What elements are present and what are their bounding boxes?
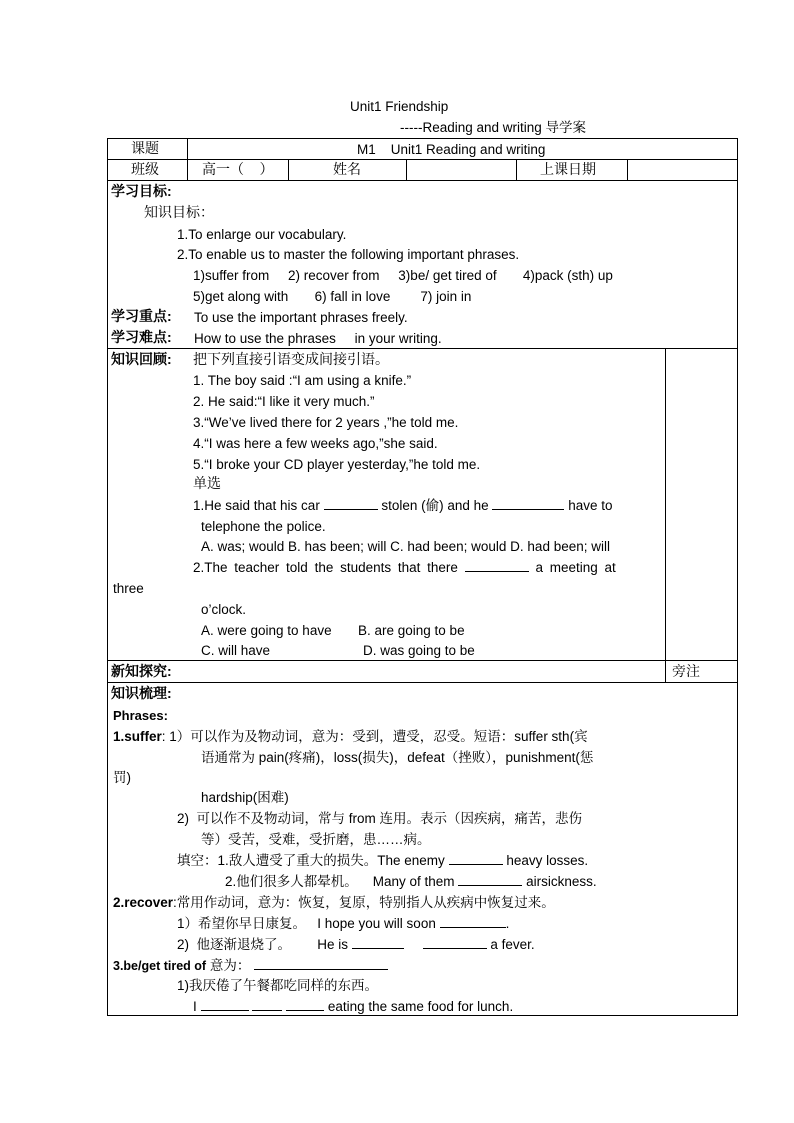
review-sentence-1: 1. The boy said :“I am using a knife.” <box>193 373 412 388</box>
recover-example-1-text: 1）希望你早日康复。 I hope you will soon <box>177 916 436 931</box>
suffer-line-1 <box>113 728 588 745</box>
question-2-option-b: B. are going to be <box>358 623 465 638</box>
review-label: 知识回顾: <box>111 351 172 367</box>
question-2-option-a: A. were going to have <box>201 623 332 638</box>
side-note-label: 旁注 <box>672 663 700 679</box>
suffer-line-4: hardship(困难) <box>201 790 289 805</box>
fill-blank-2-tail: airsickness. <box>526 874 597 889</box>
focus-label: 学习重点: <box>111 308 172 324</box>
question-1-blank-2[interactable] <box>492 497 564 510</box>
knowledge-heading: 知识梳理: <box>111 685 172 701</box>
review-sentence-3: 3.“We’ve lived there for 2 years ,”he told me. <box>193 415 459 430</box>
question-2-tail: a meeting at <box>535 560 616 575</box>
tired-of-blank-3[interactable] <box>286 998 324 1011</box>
fill-blank-2-prompt: 2.他们很多人都晕机。 Many of them <box>225 874 455 889</box>
recover-example-2-blank-1[interactable] <box>352 936 404 949</box>
suffer-definition-1: : 1）可以作为及物动词，意为：受到，遭受，忍受。短语：suffer sth(宾 <box>161 729 588 744</box>
class-value: 高一（ ） <box>202 161 274 177</box>
tired-of-blank-1[interactable] <box>201 998 249 1011</box>
question-2-wrap: three <box>113 581 144 596</box>
topic-label: 课题 <box>131 140 159 156</box>
tired-of-line <box>113 957 388 975</box>
suffer-line-3: 罚) <box>113 770 131 785</box>
tired-of-example-1: 1)我厌倦了午餐都吃同样的东西。 <box>177 978 379 993</box>
question-2 <box>193 559 616 576</box>
question-1-continuation: telephone the police. <box>201 519 326 534</box>
review-instruction: 把下列直接引语变成间接引语。 <box>193 351 389 367</box>
fill-blank-1-tail: heavy losses. <box>506 853 589 868</box>
multiple-choice-label: 单选 <box>193 475 221 491</box>
explore-label: 新知探究: <box>111 663 172 679</box>
question-1-options: A. was; would B. has been; will C. had been; would D. had been; will <box>201 539 610 554</box>
topic-value: M1 Unit1 Reading and writing <box>357 142 546 157</box>
phrase-list-line-2: 5)get along with 6) fall in love 7) join in <box>193 289 472 304</box>
fill-blank-1 <box>177 852 588 869</box>
question-2-text: 2.The teacher told the students that there <box>193 560 458 575</box>
fill-blank-2-input[interactable] <box>458 873 522 886</box>
question-1-part-c: have to <box>568 498 613 513</box>
name-label: 姓名 <box>333 161 361 177</box>
suffer-line-2: 语通常为 pain(疼痛)，loss(损失)，defeat（挫败），punishment(惩 <box>201 750 594 765</box>
difficulty-label: 学习难点: <box>111 329 172 345</box>
focus-text: To use the important phrases freely. <box>194 310 408 325</box>
question-1-blank-1[interactable] <box>324 497 378 510</box>
question-1-part-b: stolen (偷) and he <box>381 498 489 513</box>
question-2-option-c: C. will have <box>201 643 271 658</box>
suffer-line-6: 等）受苦，受难，受折磨，患……病。 <box>201 832 431 847</box>
class-label: 班级 <box>131 161 159 177</box>
recover-example-2-tail: a fever. <box>490 937 535 952</box>
review-sentence-4: 4.“I was here a few weeks ago,”she said. <box>193 436 438 451</box>
recover-definition: :常用作动词，意为：恢复，复原，特别指人从疾病中恢复过来。 <box>173 895 555 910</box>
recover-example-2-blank-2[interactable] <box>423 936 487 949</box>
recover-line <box>113 894 555 911</box>
tired-of-example-2-subject: I <box>193 999 197 1014</box>
question-2-option-d: D. was going to be <box>363 643 475 658</box>
recover-example-1-blank[interactable] <box>440 915 506 928</box>
question-1-part-a: 1.He said that his car <box>193 498 320 513</box>
recover-example-2-text: 2) 他逐渐退烧了。 He is <box>177 937 349 952</box>
question-2-continuation: o’clock. <box>201 602 247 617</box>
recover-example-2 <box>177 936 535 953</box>
phrase-list-line-1: 1)suffer from 2) recover from 3)be/ get tired of 4)pack (sth) up <box>193 268 613 283</box>
knowledge-objectives-heading: 知识目标： <box>144 204 214 220</box>
tired-of-word: 3.be/get tired of <box>113 959 207 973</box>
tired-of-example-2-tail: eating the same food for lunch. <box>327 999 514 1014</box>
objective-item-1: 1.To enlarge our vocabulary. <box>177 227 347 242</box>
review-sentence-5: 5.“I broke your CD player yesterday,”he told me. <box>193 457 481 472</box>
question-1 <box>193 497 613 514</box>
tired-of-blank-2[interactable] <box>252 998 282 1011</box>
objective-item-2: 2.To enable us to master the following important phrases. <box>177 247 520 262</box>
document-subtitle: -----Reading and writing 导学案 <box>400 120 587 135</box>
fill-blank-1-input[interactable] <box>449 852 503 865</box>
recover-word: 2.recover <box>113 895 174 910</box>
date-label: 上课日期 <box>540 161 596 177</box>
name-field[interactable] <box>408 160 515 179</box>
tired-of-meaning-blank[interactable] <box>254 957 388 970</box>
document-title: Unit1 Friendship <box>350 99 449 114</box>
fill-blank-2 <box>225 873 597 890</box>
question-2-blank[interactable] <box>465 559 529 572</box>
tired-of-example-2 <box>193 998 513 1015</box>
recover-example-1 <box>177 915 509 932</box>
suffer-word: 1.suffer <box>113 729 162 744</box>
phrases-label: Phrases: <box>113 708 168 723</box>
suffer-line-5: 2) 可以作不及物动词，常与 from 连用。表示（因疾病，痛苦，悲伤 <box>177 811 583 826</box>
tired-of-definition: 意为： <box>209 958 251 973</box>
objectives-heading: 学习目标: <box>111 183 172 199</box>
date-field[interactable] <box>629 160 736 179</box>
recover-example-1-period: . <box>505 916 510 931</box>
fill-blank-1-prompt: 填空：1.敌人遭受了重大的损失。The enemy <box>177 853 445 868</box>
difficulty-text: How to use the phrases in your writing. <box>194 331 442 346</box>
review-sentence-2: 2. He said:“I like it very much.” <box>193 394 375 409</box>
